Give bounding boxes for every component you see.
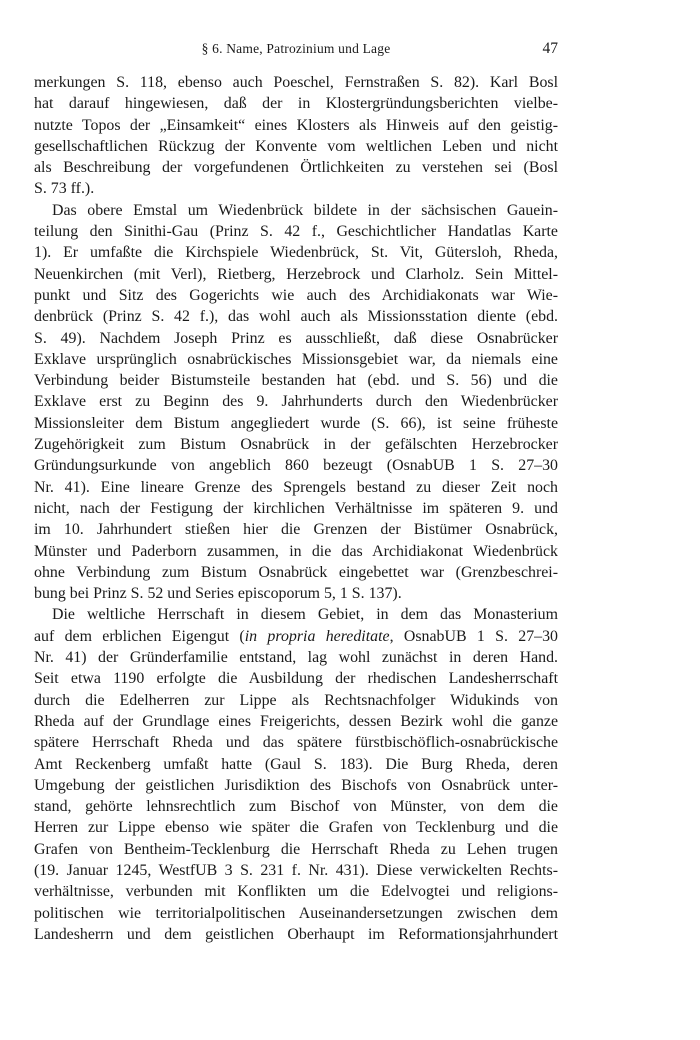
text-line: Nr. 41). Eine lineare Grenze des Sprengels bestand zu dieser Zeit noch [34, 478, 558, 496]
text-line: Missionsleiter dem Bistum angegliedert wurde (S. 66), ist seine früheste [34, 414, 558, 432]
text-line: S. 73 ff.). [34, 180, 95, 198]
text-line: Exklave ursprünglich osnabrückisches Missionsgebiet war, da niemals eine [34, 350, 558, 368]
text-fragment: , OsnabUB 1 S. 27–30 [389, 627, 558, 645]
text-line: ohne Verbindung zum Bistum Osnabrück eingebettet war (Grenzbeschrei- [34, 563, 558, 581]
text-line: Seit etwa 1190 erfolgte die Ausbildung der rhedischen Landesherrschaft [34, 670, 558, 688]
text-line: Amt Reckenberg umfaßt hatte (Gaul S. 183). Die Burg Rheda, deren [34, 755, 558, 773]
text-line: punkt und Sitz des Gogerichts wie auch des Archidiakonats war Wie- [34, 286, 558, 304]
text-line: stand, gehörte lehnsrechtlich zum Bischof von Münster, von dem die [34, 798, 558, 816]
text-line: politischen wie territorialpolitischen Auseinandersetzungen zwischen dem [34, 904, 558, 922]
text-line: S. 49). Nachdem Joseph Prinz es ausschließt, daß diese Osnabrücker [34, 329, 558, 347]
text-line: Exklave erst zu Beginn des 9. Jahrhunderts durch den Wiedenbrücker [34, 393, 558, 411]
text-line: gesellschaftlichen Rückzug der Konvente vom weltlichen Leben und nicht [34, 137, 558, 155]
text-line: Umgebung der geistlichen Jurisdiktion des Bischofs von Osnabrück unter- [34, 776, 558, 794]
text-line: Gründungsurkunde von angeblich 860 bezeugt (OsnabUB 1 S. 27–30 [34, 457, 558, 475]
text-line: Zugehörigkeit zum Bistum Osnabrück in der gefälschten Herzebrocker [34, 436, 558, 454]
text-line: Neuenkirchen (mit Verl), Rietberg, Herzebrock und Clarholz. Sein Mittel- [34, 265, 558, 283]
latin-phrase: in propria hereditate [244, 627, 390, 645]
text-line: durch die Edelherren zur Lippe als Rechtsnachfolger Widukinds von [34, 691, 558, 709]
text-line: Herren zur Lippe ebenso wie später die Grafen von Tecklenburg und die [34, 819, 558, 837]
text-line: Münster und Paderborn zusammen, in die das Archidiakonat Wiedenbrück [34, 542, 558, 560]
text-line: bung bei Prinz S. 52 und Series episcoporum 5, 1 S. 137). [34, 585, 402, 603]
text-line: Grafen von Bentheim-Tecklenburg die Herrschaft Rheda zu Lehen trugen [34, 840, 558, 858]
body-text [34, 72, 558, 945]
text-line: Landesherrn und dem geistlichen Oberhaupt im Reformationsjahrhundert [34, 925, 558, 943]
text-line: als Beschreibung der vorgefundenen Örtlichkeiten zu verstehen sei (Bosl [34, 159, 558, 177]
text-line: teilung den Sinithi-Gau (Prinz S. 42 f., Geschichtlicher Handatlas Karte [34, 223, 558, 241]
text-line: verhältnisse, verbunden mit Konflikten um die Edelvogtei und religions- [34, 883, 558, 901]
text-line: (19. Januar 1245, WestfUB 3 S. 231 f. Nr. 431). Diese verwickelten Rechts- [34, 861, 558, 879]
text-line-with-italic [34, 626, 558, 647]
text-line: Das obere Emstal um Wiedenbrück bildete in der sächsischen Gauein- [52, 201, 558, 219]
text-line: hat darauf hingewiesen, daß der in Klostergründungsberichten vielbe- [34, 95, 558, 113]
page-number: 47 [542, 40, 558, 57]
text-line: nicht, nach der Festigung der kirchlichen Verhältnisse im späteren 9. und [34, 499, 558, 517]
text-line: Rheda auf der Grundlage eines Freigerichts, dessen Bezirk wohl die ganze [34, 712, 558, 730]
text-line: spätere Herrschaft Rheda und das spätere fürstbischöflich-osnabrückische [34, 734, 558, 752]
text-line: Die weltliche Herrschaft in diesem Gebiet, in dem das Monasterium [52, 606, 558, 624]
running-title: § 6. Name, Patrozinium und Lage [201, 41, 391, 56]
text-line: merkungen S. 118, ebenso auch Poeschel, Fernstraßen S. 82). Karl Bosl [34, 74, 558, 91]
text-line: im 10. Jahrhundert stießen hier die Grenzen der Bistümer Osnabrück, [34, 521, 558, 539]
text-line: denbrück (Prinz S. 42 f.), das wohl auch als Missionsstation diente (ebd. [34, 308, 558, 326]
text-line: 1). Er umfaßte die Kirchspiele Wiedenbrück, St. Vit, Gütersloh, Rheda, [34, 244, 558, 262]
text-line: Verbindung beider Bistumsteile bestanden hat (ebd. und S. 56) und die [34, 372, 558, 390]
text-line: nutzte Topos der „Einsamkeit“ eines Klosters als Hinweis auf den geistig- [34, 116, 558, 134]
text-fragment: auf dem erblichen Eigengut ( [34, 627, 245, 645]
text-line: Nr. 41) der Gründerfamilie entstand, lag wohl zunächst in deren Hand. [34, 649, 558, 667]
